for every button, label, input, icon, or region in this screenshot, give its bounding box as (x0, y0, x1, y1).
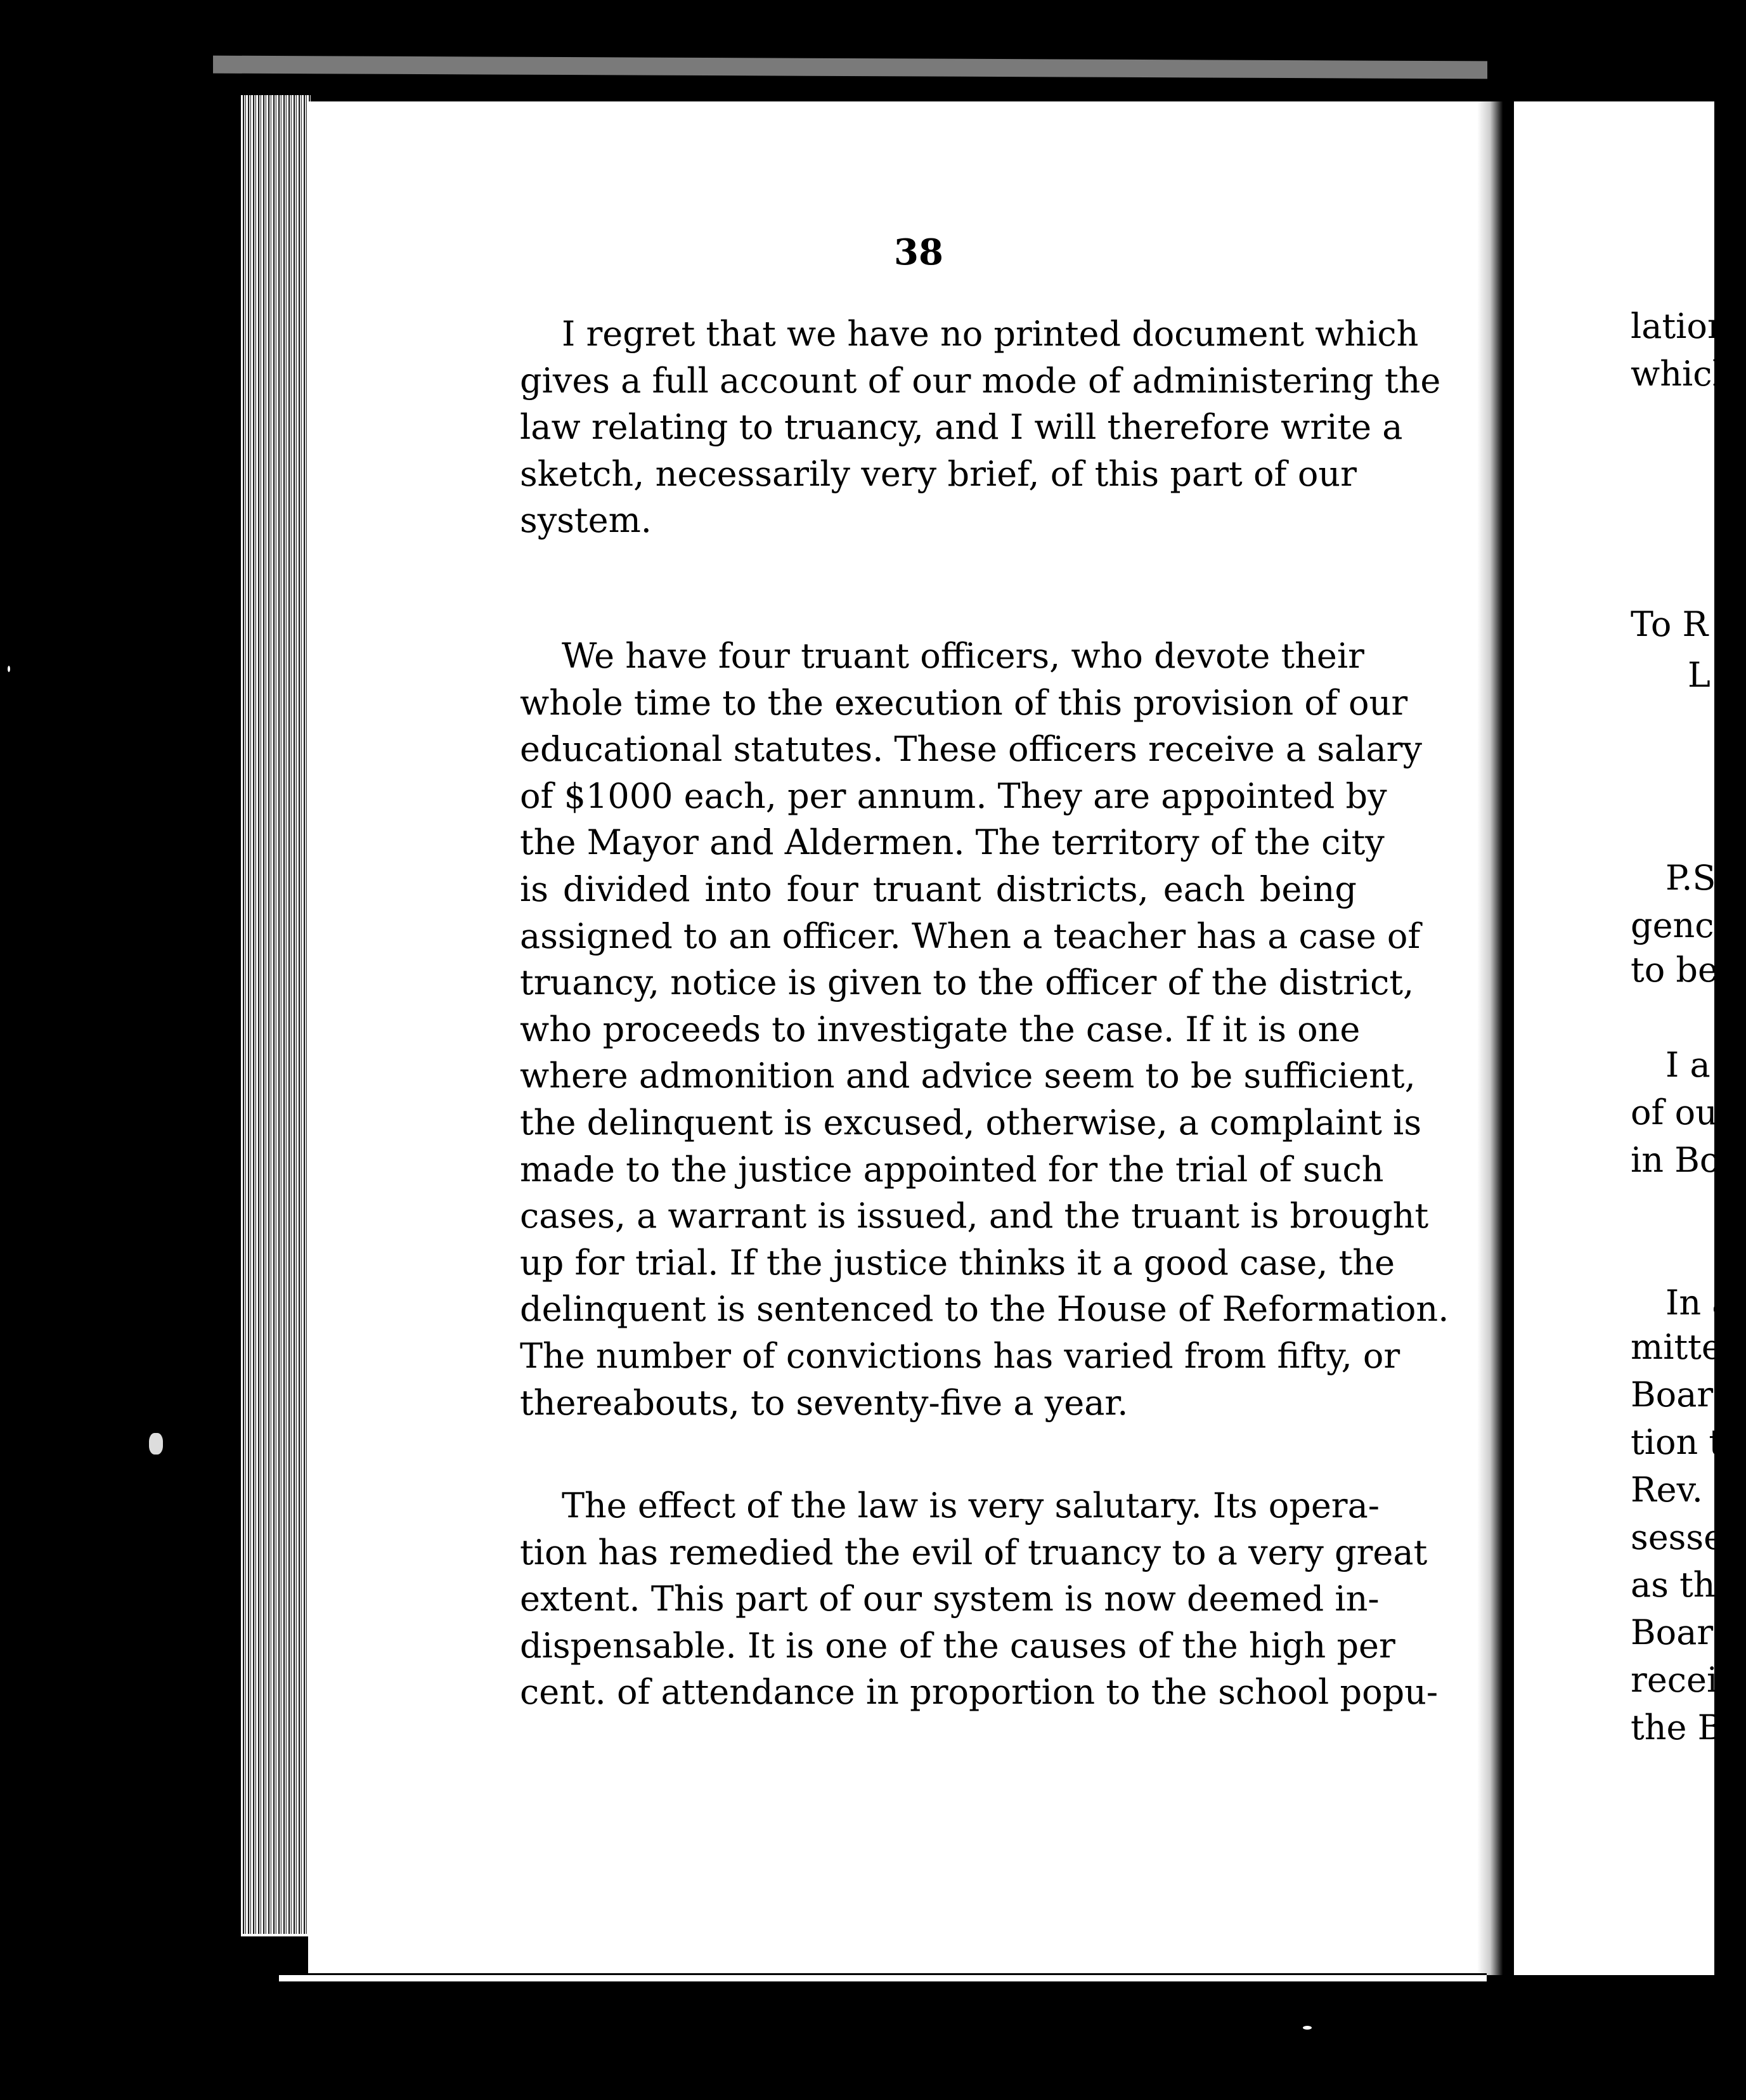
right-text-fragment: I a (1665, 1045, 1710, 1085)
text-line: The number of convictions has varied from fifty, or (520, 1335, 1400, 1376)
text-line: tion has remedied the evil of truancy to a very great (520, 1532, 1428, 1572)
right-text-fragment: tion t (1631, 1422, 1723, 1462)
text-line: I regret that we have no printed document which (562, 314, 1419, 354)
text-line: system. (520, 500, 652, 541)
page-edges (241, 95, 311, 1936)
right-text-fragment: In a (1665, 1283, 1733, 1323)
text-line: sketch, necessarily very brief, of this part of our (520, 453, 1357, 494)
text-line: made to the justice appointed for the trial of such (520, 1149, 1384, 1189)
text-line: extent. This part of our system is now deemed in- (520, 1579, 1380, 1619)
text-line: assigned to an officer. When a teacher has a case of (520, 916, 1421, 956)
book-gutter (1477, 101, 1514, 1975)
right-text-fragment: to be, (1631, 950, 1730, 990)
text-line: truancy, notice is given to the officer of the district, (520, 963, 1414, 1003)
text-line: cent. of attendance in proportion to the school popu- (520, 1672, 1439, 1713)
right-text-fragment: mittee (1631, 1327, 1742, 1367)
text-line: where admonition and advice seem to be sufficient, (520, 1056, 1416, 1096)
right-text-fragment: in Bo (1631, 1140, 1721, 1180)
right-text-fragment: lation (1631, 306, 1730, 346)
right-text-fragment: P.S (1665, 858, 1716, 898)
paragraph-2 (520, 633, 1449, 1426)
right-text-fragment: gence (1631, 905, 1735, 945)
text-line: gives a full account of our mode of administering the (520, 360, 1441, 401)
text-line: cases, a warrant is issued, and the truant is brought (520, 1196, 1429, 1236)
text-line: the delinquent is excused, otherwise, a complaint is (520, 1102, 1422, 1143)
paragraph-3 (520, 1482, 1439, 1716)
right-text-fragment: which (1631, 354, 1735, 394)
scan-artifact (8, 666, 10, 672)
text-line: dispensable. It is one of the causes of the high per (520, 1625, 1395, 1666)
right-text-fragment: Rev. (1631, 1470, 1703, 1510)
right-text-fragment: L (1688, 655, 1710, 695)
right-text-fragment: receiv (1631, 1660, 1737, 1700)
text-line: law relating to truancy, and I will therefore write a (520, 407, 1403, 448)
right-text-fragment: Board (1631, 1612, 1735, 1652)
text-line: whole time to the execution of this provision of our (520, 682, 1408, 723)
page-number: 38 (894, 231, 943, 273)
scan-artifact (149, 1433, 163, 1455)
text-line: up for trial. If the justice thinks it a good case, the (520, 1242, 1395, 1283)
text-line: who proceeds to investigate the case. If it is one (520, 1009, 1361, 1049)
text-line: delinquent is sentenced to the House of Reformation. (520, 1289, 1449, 1330)
text-line: educational statutes. These officers receive a salary (520, 729, 1422, 770)
text-line: of $1000 each, per annum. They are appointed by (520, 775, 1387, 816)
right-text-fragment: Board (1631, 1375, 1735, 1415)
right-text-fragment: as tha (1631, 1565, 1736, 1605)
right-text-fragment: sessed (1631, 1517, 1746, 1557)
text-line: is divided into four truant districts, each being (520, 869, 1357, 909)
right-text-fragment: To R (1631, 604, 1709, 644)
text-line: We have four truant officers, who devote their (562, 636, 1364, 676)
text-line: thereabouts, to seventy-five a year. (520, 1382, 1128, 1423)
scan-artifact (1303, 2026, 1312, 2030)
book-cover-edge (213, 56, 1487, 79)
page-bottom-edge (279, 1973, 1487, 1981)
paragraph-1 (520, 311, 1441, 544)
text-line: The effect of the law is very salutary. Its opera- (562, 1486, 1380, 1526)
right-text-fragment: of our (1631, 1092, 1734, 1132)
text-line: the Mayor and Aldermen. The territory of the city (520, 822, 1385, 863)
right-page-text (1631, 0, 1746, 2100)
right-text-fragment: the Bo (1631, 1708, 1743, 1747)
